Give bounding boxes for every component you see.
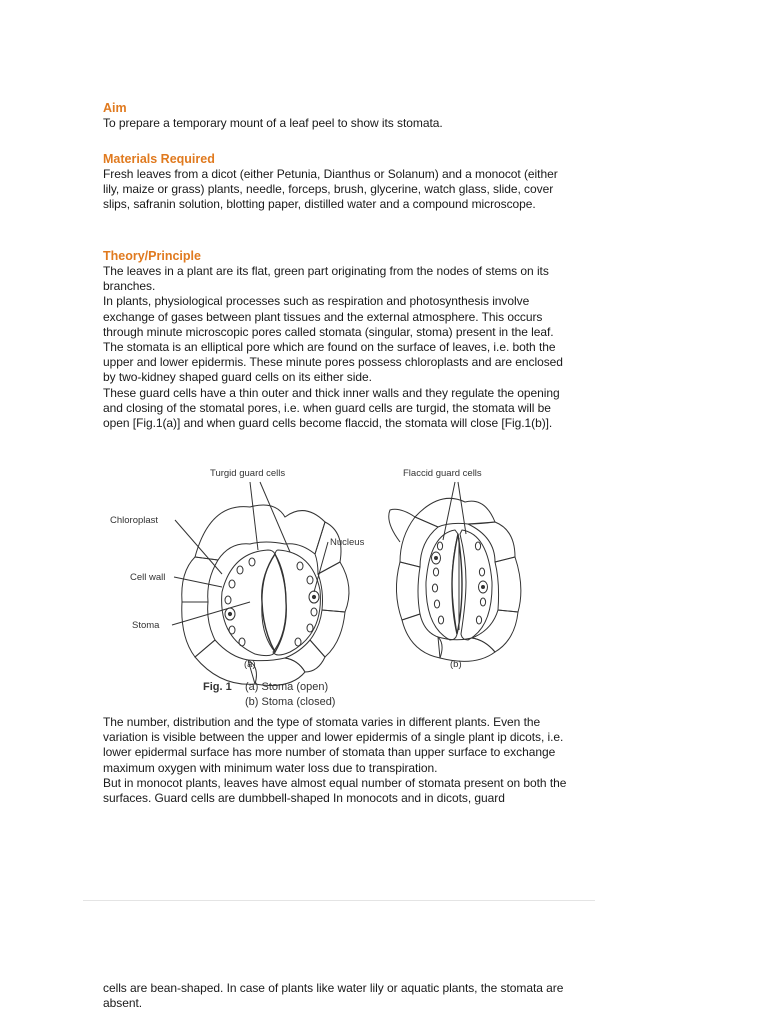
stoma-closed-drawing (389, 482, 521, 661)
aim-text: To prepare a temporary mount of a leaf peel to show its stomata. (103, 116, 443, 130)
figure-caption-a: (a) Stoma (open) (245, 681, 329, 693)
label-chloroplast: Chloroplast (110, 515, 159, 526)
figure-caption-number: Fig. 1 (203, 681, 232, 693)
label-cell-wall: Cell wall (130, 572, 166, 583)
label-flaccid-guard-cells: Flaccid guard cells (403, 468, 482, 479)
stomata-diagram (100, 462, 540, 712)
theory-section (103, 248, 573, 431)
theory-paragraph: The stomata is an elliptical pore which are found on the surface of leaves, i.e. both the upper and lower epidermis. These minute pores possess chloroplasts and are enclosed by two-kidney shaped guard cells on its either side. (103, 340, 563, 385)
materials-heading: Materials Required (103, 152, 215, 166)
stomata-figure (100, 462, 540, 712)
label-turgid-guard-cells: Turgid guard cells (210, 468, 286, 479)
distribution-paragraph: But in monocot plants, leaves have almost equal number of stomata present on both the surfaces. Guard cells are dumbbell-shaped In monocots and in dicots, guard (103, 775, 567, 806)
label-stoma: Stoma (132, 620, 160, 631)
theory-paragraph: The leaves in a plant are its flat, green part originating from the nodes of stems on its branches. (103, 264, 549, 294)
materials-section (103, 151, 573, 213)
aim-heading: Aim (103, 101, 127, 115)
theory-paragraph: These guard cells have a thin outer and thick inner walls and they regulate the opening and closing of the stomatal pores, i.e. when guard cells are turgid, the stomata will be open [Fig.1(a)] and when guard cells become flaccid, the stomata will close [Fig.1(b)]. (103, 385, 560, 431)
label-sub-b: (b) (450, 659, 462, 670)
figure-caption-b: (b) Stoma (closed) (245, 696, 336, 708)
label-sub-a: (a) (244, 659, 256, 670)
continuation-section (103, 981, 573, 1011)
theory-paragraph: In plants, physiological processes such as respiration and photosynthesis involve exchange of gases between plant tissues and the external atmosphere. This occurs through minute microscopic pores called stomata (singular, stoma) present in the leaf. (103, 294, 554, 339)
materials-text: Fresh leaves from a dicot (either Petunia, Dianthus or Solanum) and a monocot (either lily, maize or grass) plants, needle, forceps, brush, glycerine, watch glass, slide, cover slips, safranin solution, blotting paper, distilled water and a compound microscope. (103, 167, 558, 212)
page-divider (83, 900, 595, 901)
label-nucleus: Nucleus (330, 537, 365, 548)
distribution-paragraph: The number, distribution and the type of stomata varies in different plants. Even the variation is visible between the upper and lower epidermis of a single plant ip dicots, i.e. lower epidermal surface has more number of stomata than upper surface to exchange maximum oxygen with minimum water loss due to transpiration. (103, 715, 564, 775)
theory-heading: Theory/Principle (103, 249, 201, 263)
aim-section (103, 100, 573, 131)
continuation-text: cells are bean-shaped. In case of plants like water lily or aquatic plants, the stomata are absent. (103, 981, 564, 1011)
stoma-open-drawing (172, 482, 349, 686)
stomata-distribution-section (103, 715, 573, 806)
